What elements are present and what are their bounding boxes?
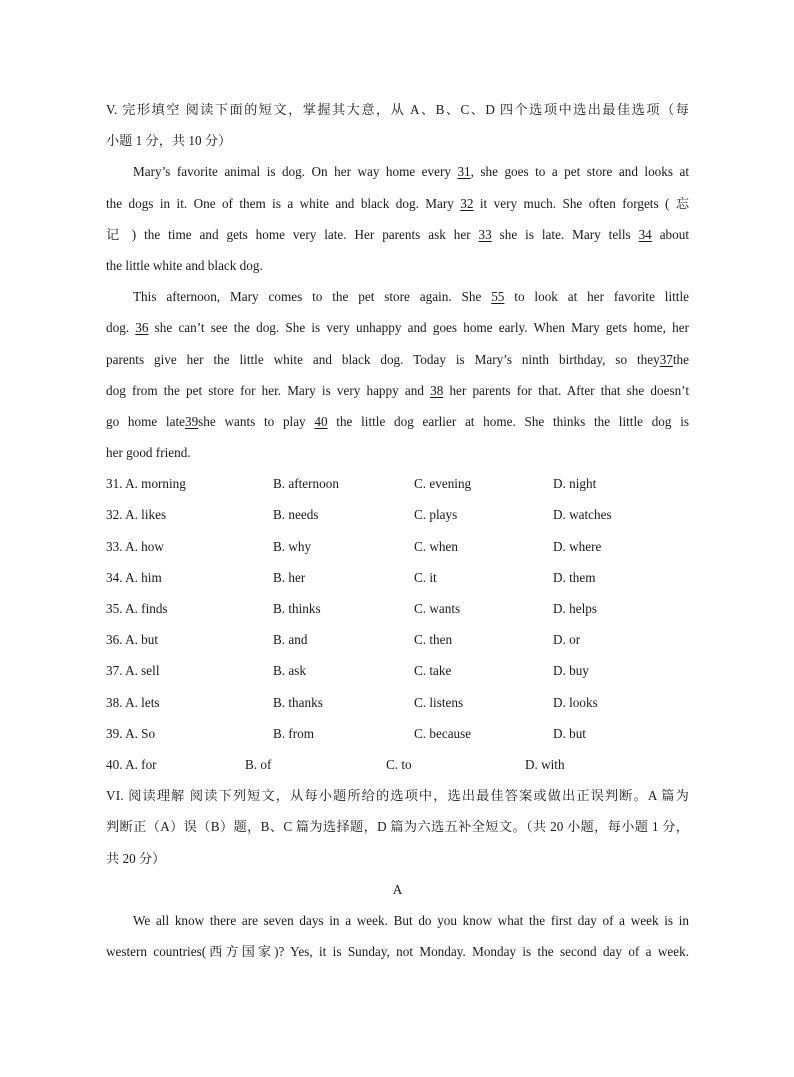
question-row [106, 562, 689, 593]
question-row [106, 655, 689, 686]
option-b: B. afternoon [273, 476, 339, 492]
option-c: C. evening [414, 476, 472, 492]
option-d: D. but [553, 725, 586, 741]
question-row [106, 718, 689, 749]
option-a: 33. A. how [106, 538, 164, 554]
blank-34: 34 [638, 226, 652, 242]
blank-36: 36 [135, 320, 149, 336]
option-b: B. why [273, 538, 312, 554]
passage-line: 记 ) the time and gets home very late. Her parents ask her 33 she is late. Mary tells 34 about [106, 219, 689, 250]
passage-line: the little white and black dog. [106, 257, 263, 273]
option-c: C. plays [414, 507, 458, 523]
option-c: C. then [414, 632, 453, 648]
option-c: C. listens [414, 694, 464, 710]
question-row [106, 531, 689, 562]
option-d: D. buy [553, 663, 589, 679]
passage-a-label: A [392, 881, 403, 897]
option-d: D. helps [553, 601, 597, 616]
passage-line: dog. 36 she can’t see the dog. She is very unhappy and goes home early. When Mary gets home, her [106, 312, 689, 343]
passage-line: parents give her the little white and black dog. Today is Mary’s ninth birthday, so they37the [106, 344, 689, 375]
option-c: C. when [414, 538, 458, 554]
option-d: D. watches [553, 507, 612, 523]
passage-line: her good friend. [106, 445, 191, 461]
option-a: 37. A. sell [106, 663, 160, 679]
blank-31: 31 [457, 164, 471, 180]
option-d: D. looks [553, 694, 598, 710]
blank-37: 37 [659, 351, 673, 367]
option-d: D. or [553, 632, 581, 648]
option-d: D. where [553, 538, 602, 554]
option-a: 31. A. morning [106, 476, 186, 492]
option-d: D. night [553, 476, 597, 492]
option-a: 35. A. finds [106, 601, 168, 616]
option-a: 36. A. but [106, 632, 159, 648]
blank-38: 38 [430, 382, 444, 398]
option-b: B. ask [273, 663, 306, 679]
option-c: C. to [386, 756, 412, 772]
section6-heading: VI. 阅读理解 阅读下列短文，从每小题所给的选项中，选出最佳答案或做出正误判断。A 篇为 [106, 788, 689, 804]
blank-40: 40 [314, 413, 328, 429]
option-b: B. from [273, 725, 315, 741]
exam-page [106, 94, 689, 967]
blank-32: 32 [460, 195, 474, 211]
option-a: 34. A. him [106, 569, 162, 585]
passage-line: This afternoon, Mary comes to the pet store again. She 55 to look at her favorite little [106, 281, 689, 312]
option-b: B. thinks [273, 601, 321, 616]
passage-line: Mary’s favorite animal is dog. On her way home every 31, she goes to a pet store and looks at [106, 156, 689, 187]
option-b: B. needs [273, 507, 319, 523]
option-b: B. her [273, 569, 306, 585]
blank-39: 39 [184, 413, 199, 429]
section5-heading-cont: 小题 1 分，共 10 分） [106, 133, 232, 149]
question-row [106, 468, 689, 499]
section6-heading-cont: 判断正（A）误（B）题，B、C 篇为选择题，D 篇为六选五补全短文。（共 20 小题，每小题 1 分， [106, 819, 689, 835]
option-d: D. them [553, 569, 596, 585]
passage-line: the dogs in it. One of them is a white and black dog. Mary 32 it very much. She often forgets ( 忘 [106, 188, 689, 219]
option-d: D. with [525, 756, 565, 772]
blank-33: 33 [478, 226, 492, 242]
option-c: C. wants [414, 601, 461, 616]
question-row [106, 593, 689, 624]
option-c: C. because [414, 725, 472, 741]
option-a: 40. A. for [106, 756, 157, 772]
passage-line: We all know there are seven days in a week. But do you know what the first day of a week is in [133, 912, 689, 928]
question-row [106, 687, 689, 718]
section5-heading: V. 完形填空 阅读下面的短文，掌握其大意，从 A、B、C、D 四个选项中选出最佳选项（每 [106, 102, 689, 117]
passage-line: western countries(西方国家)? Yes, it is Sunday, not Monday. Monday is the second day of a week. [106, 944, 689, 960]
passage-line: dog from the pet store for her. Mary is very happy and 38 her parents for that. After that she doesn’t [106, 375, 689, 406]
option-b: B. and [273, 632, 308, 648]
question-row [106, 749, 689, 780]
option-a: 38. A. lets [106, 694, 160, 710]
option-b: B. thanks [273, 694, 323, 710]
option-c: C. take [414, 663, 452, 679]
option-b: B. of [245, 756, 272, 772]
question-row [106, 624, 689, 655]
section6-heading-cont: 共 20 分） [106, 850, 166, 866]
question-row [106, 499, 689, 530]
blank-35: 55 [491, 289, 505, 305]
option-a: 32. A. likes [106, 507, 167, 523]
option-c: C. it [414, 569, 437, 585]
option-a: 39. A. So [106, 725, 156, 741]
passage-line: go home late39she wants to play 40 the little dog earlier at home. She thinks the little dog is [106, 406, 689, 437]
